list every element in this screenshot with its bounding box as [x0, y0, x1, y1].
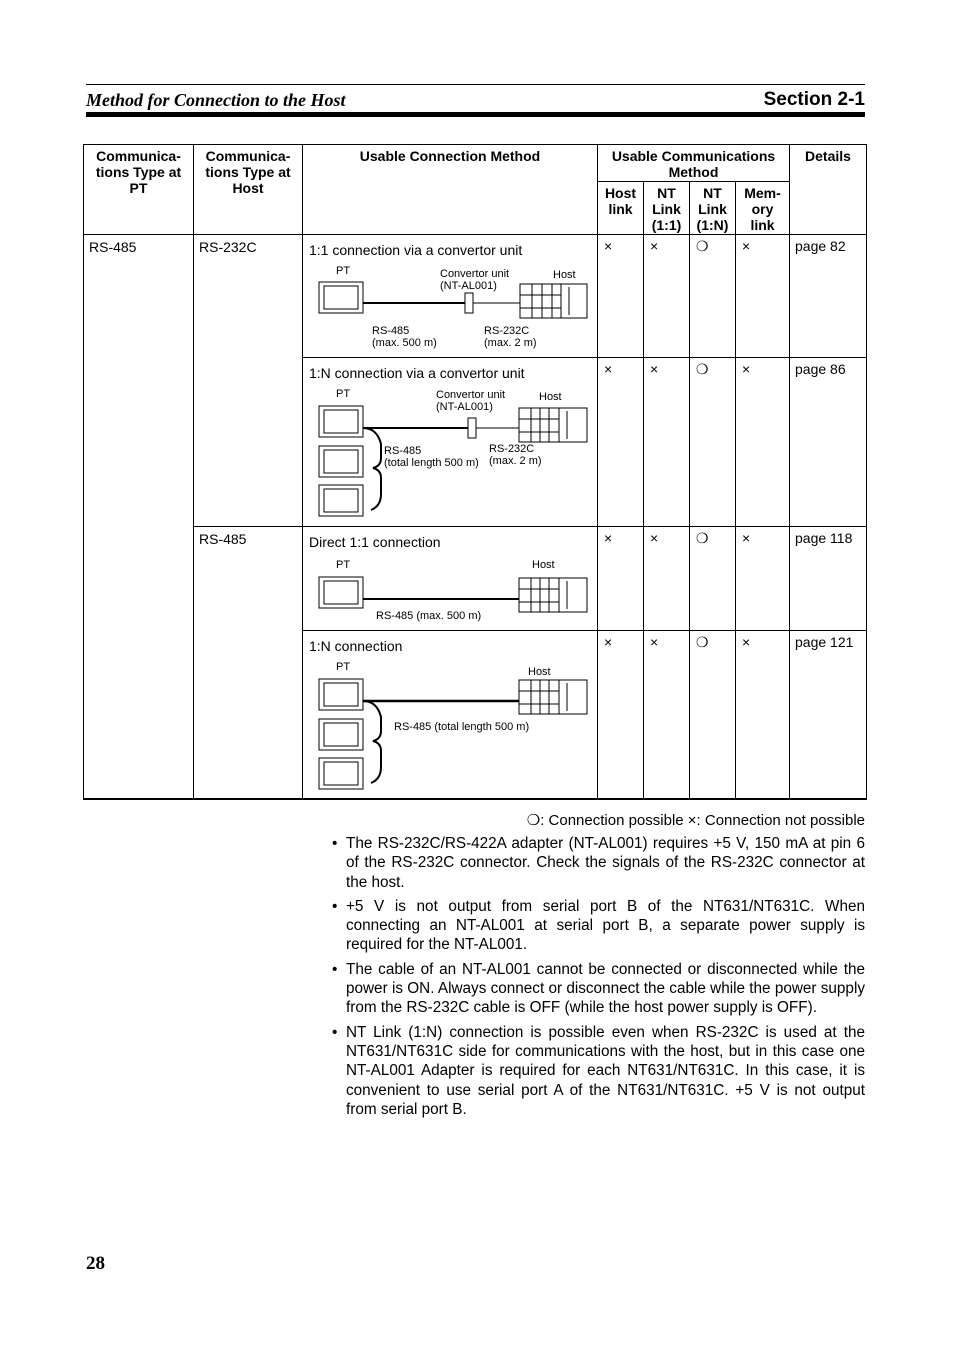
- table-row: [84, 235, 867, 358]
- host-plc-icon: [520, 284, 587, 318]
- header-rule-thick: [86, 112, 865, 117]
- connection-table: [83, 144, 867, 800]
- mark-nt-link-11: ×: [644, 527, 690, 631]
- rs232c-label: RS-232C: [484, 325, 530, 337]
- rs232c-length-label: (max. 2 m): [484, 337, 537, 349]
- rs485-length-label: (max. 500 m): [372, 337, 437, 349]
- header-comm-method: Usable Communications Method: [598, 145, 790, 182]
- convertor-model-label: (NT-AL001): [440, 280, 497, 292]
- header-memory-link: Mem- ory link: [736, 182, 790, 235]
- pt-label: PT: [336, 559, 351, 571]
- mark-nt-link-1n: ❍: [690, 631, 736, 799]
- method-title: Direct 1:1 connection: [309, 534, 441, 550]
- list-item: • +5 V is not output from serial port B of the NT631/NT631C. When connecting an NT-AL001 at serial port B, a separate power supply is required for the NT-AL001.: [332, 897, 865, 954]
- pt-label: PT: [336, 388, 351, 400]
- method-title: 1:N connection: [309, 638, 403, 654]
- header-details: Details: [790, 145, 867, 235]
- list-item: • NT Link (1:N) connection is possible even when RS-232C is used at the NT631/NT631C side for communications with the host, but in this case one NT-AL001 Adapter is required for each NT631/NT631C. In this case, it is convenient to use serial port A of the NT631/NT631C. +5 V is not output from serial port B.: [332, 1023, 865, 1118]
- mark-nt-link-11: ×: [644, 235, 690, 358]
- bullet-icon: •: [332, 1023, 338, 1041]
- method-cell: [303, 631, 598, 799]
- mark-host-link: ×: [598, 235, 644, 358]
- rs485-label: RS-485: [372, 325, 410, 337]
- page-number: 28: [86, 1253, 105, 1274]
- details-page-ref: page 82: [790, 235, 867, 358]
- mark-nt-link-1n: ❍: [690, 358, 736, 527]
- rs485-label: RS-485 (max. 500 m): [376, 610, 482, 622]
- host-plc-icon: [519, 408, 587, 442]
- connection-diagram: [303, 358, 598, 527]
- rs485-length-label: (total length 500 m): [384, 457, 479, 469]
- host-label: Host: [532, 559, 555, 571]
- legend: ❍: Connection possible ×: Connection not possible: [526, 812, 865, 829]
- mark-host-link: ×: [598, 631, 644, 799]
- host-type-cell-rs485: RS-485: [194, 527, 303, 799]
- mark-nt-link-1n: ❍: [690, 235, 736, 358]
- rs485-multidrop-cable: [363, 701, 381, 783]
- mark-nt-link-1n: ❍: [690, 527, 736, 631]
- bullet-icon: •: [332, 897, 338, 915]
- header-method: Usable Connection Method: [303, 145, 598, 235]
- rs485-label: RS-485: [384, 445, 422, 457]
- header-rule-thin: [86, 84, 865, 85]
- header-host-type: Communica- tions Type at Host: [194, 145, 303, 235]
- pt-type-cell: RS-485: [84, 235, 194, 799]
- connection-diagram: [303, 527, 598, 631]
- rs232c-label: RS-232C: [489, 443, 535, 455]
- mark-nt-link-11: ×: [644, 631, 690, 799]
- rs485-label: RS-485 (total length 500 m): [394, 721, 530, 733]
- details-page-ref: page 121: [790, 631, 867, 799]
- host-plc-icon: [519, 578, 587, 612]
- host-plc-icon: [519, 680, 587, 714]
- host-type-cell-rs232c: RS-232C: [194, 235, 303, 527]
- rs232c-length-label: (max. 2 m): [489, 455, 542, 467]
- header-nt-link-11: NT Link (1:1): [644, 182, 690, 235]
- header-section: Section 2-1: [763, 89, 865, 110]
- pt-label: PT: [336, 265, 351, 277]
- table-row: [84, 527, 867, 631]
- notes-list: [332, 834, 865, 1124]
- list-item: • The cable of an NT-AL001 cannot be connected or disconnected while the power is ON. Always connect or disconnect the cable while the power supply from the RS-232C cable is OFF (while the host power supply is OFF).: [332, 960, 865, 1017]
- host-label: Host: [528, 666, 551, 678]
- mark-host-link: ×: [598, 358, 644, 527]
- bullet-icon: •: [332, 960, 338, 978]
- mark-memory-link: ×: [736, 527, 790, 631]
- convertor-unit-icon: [465, 293, 473, 313]
- convertor-label: Convertor unit: [436, 389, 506, 401]
- details-page-ref: page 86: [790, 358, 867, 527]
- connection-diagram: [303, 235, 598, 358]
- header-nt-link-1n: NT Link (1:N): [690, 182, 736, 235]
- pt-label: PT: [336, 661, 351, 673]
- rs485-multidrop-cable: [363, 428, 381, 510]
- bullet-icon: •: [332, 835, 338, 852]
- details-page-ref: page 118: [790, 527, 867, 631]
- convertor-model-label: (NT-AL001): [436, 401, 493, 413]
- header-host-link: Host link: [598, 182, 644, 235]
- mark-memory-link: ×: [736, 358, 790, 527]
- mark-memory-link: ×: [736, 235, 790, 358]
- list-item: • The RS-232C/RS-422A adapter (NT-AL001) requires +5 V, 150 mA at pin 6 of the RS-232C connector. Check the signals of the RS-232C connector at the host.: [332, 835, 865, 891]
- convertor-label: Convertor unit: [440, 268, 510, 280]
- convertor-unit-icon: [468, 418, 476, 438]
- host-label: Host: [553, 269, 576, 281]
- mark-host-link: ×: [598, 527, 644, 631]
- mark-nt-link-11: ×: [644, 358, 690, 527]
- method-title: 1:N connection via a convertor unit: [309, 365, 525, 381]
- method-cell: [303, 527, 598, 631]
- method-cell: [303, 358, 598, 527]
- mark-memory-link: ×: [736, 631, 790, 799]
- connection-diagram: [303, 631, 598, 799]
- method-title: 1:1 connection via a convertor unit: [309, 242, 523, 258]
- header-pt-type: Communica- tions Type at PT: [84, 145, 194, 235]
- host-label: Host: [539, 391, 562, 403]
- header-title: Method for Connection to the Host: [86, 90, 346, 110]
- method-cell: [303, 235, 598, 358]
